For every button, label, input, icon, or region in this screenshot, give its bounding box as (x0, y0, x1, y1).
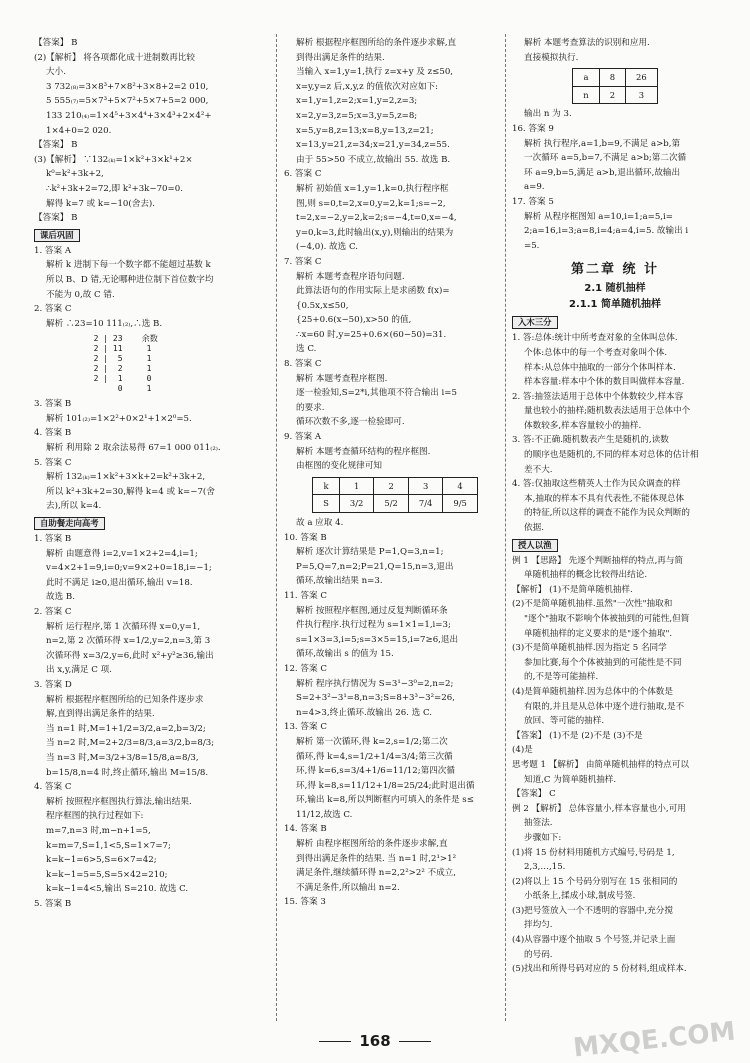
text-line: 解得 k=7 或 k=−10(舍去). (46, 198, 156, 209)
text-line: 9. 答案 A (284, 432, 322, 443)
table-cell: 7/4 (408, 495, 442, 513)
text-line: k=m=7,S=1,1<5,S=1×7=7; (46, 840, 171, 851)
text-line: n=2,第 2 次循环得 x=1/2,y=2,n=3,第 3 (46, 636, 211, 647)
text-line: 6. 答案 C (284, 169, 322, 180)
text-line: 体数较多,样本容量较小的抽样. (524, 420, 642, 431)
text-line: 【答案】 (1)不是 (2)不是 (3)不是 (512, 730, 643, 741)
text-line: 8. 答案 C (284, 359, 322, 370)
text-line: 的顺序也是随机的,不同的样本对总体的估计相 (524, 450, 699, 461)
text-line: 选 C. (296, 344, 317, 355)
text-line: 循环,故输出结果 n=3. (296, 576, 383, 587)
table-row (313, 495, 478, 513)
text-line: k=k−1=6>5,S=6×7=42; (46, 855, 157, 866)
text-line: 12. 答案 C (284, 663, 327, 674)
col1-review-answers (34, 244, 266, 332)
text-line: 步骤如下: (524, 832, 562, 843)
text-line: 3. 答案 D (34, 679, 72, 690)
text-line: 解,直到得出满足条件的结果. (46, 709, 155, 720)
text-line: 解析 本题考查程序语句问题. (296, 271, 405, 282)
text-line: (5)找出和所得号码对应的 5 份材料,组成样本. (512, 964, 687, 975)
table-cell: 9/5 (443, 495, 477, 513)
table-cell: 4 (443, 477, 477, 495)
text-line: 一次循环 a=5,b=7,不满足 a>b;第二次循 (524, 153, 687, 164)
subsection-title: 2.1.1 简单随机抽样 (569, 299, 661, 311)
text-line: 故选 B. (46, 592, 75, 603)
text-line: t=2,x=−2,y=2,k=2;s=−4,t=0,x=−4, (296, 213, 457, 224)
text-line: 13. 答案 C (284, 722, 327, 733)
chapter-title: 第二章 统 计 (570, 262, 660, 278)
text-line: 3. 答案 B (34, 399, 72, 410)
text-line: 2;a=16,i=3;a=8,i=4;a=4,i=5. 故输出 i (524, 226, 689, 237)
text-line: 当 n=3 时,M=3/2+3/8=15/8,a=8/3, (46, 752, 199, 763)
text-line: 当 n=2 时,M=2+2/3=8/3,a=3/2,b=8/3; (46, 738, 215, 749)
text-line: 单随机抽样的概念比较得出结论. (524, 570, 648, 581)
text-line: 3 732₍₈₎=3×8³+7×8²+3×8+2=2 010, (46, 81, 209, 92)
text-line: 的特征,所以这样的调查不能作为民众判断的 (524, 508, 691, 519)
text-line: 133 210₍₄₎=1×4⁵+3×4⁴+3×4³+2×4²+ (46, 110, 212, 121)
text-line: b=15/8,n=4 时,终止循环,输出 M=15/8. (46, 767, 209, 778)
text-line: k⁰=k²+3k+2, (46, 169, 104, 180)
text-line: 解析 利用除 2 取余法易得 67=1 000 011₍₂₎. (46, 443, 221, 454)
text-line: (2)不是简单随机抽样.虽然"一次性"抽取和 (512, 599, 673, 610)
text-line: 小纸条上,揉成小球,制成号签. (524, 891, 636, 902)
text-line: 件执行程序.执行过程为 s=1×1=1,i=3; (296, 620, 451, 631)
text-line: 的,不是等可能抽样. (524, 672, 599, 683)
text-line: 【答案】 B (34, 38, 78, 48)
text-line: 循环,得 k=4,s=1/2+1/4=3/4;第三次循 (296, 751, 453, 762)
text-line: 环 a=9,b=5,满足 a>b,退出循环,故输出 (524, 167, 681, 178)
text-line: 【答案】 C (512, 789, 556, 800)
text-line: 到得出满足条件的结果. (296, 52, 385, 63)
text-line: 本,抽取的样本不具有代表性,不能体现总体 (524, 493, 685, 504)
text-line: 解析 本题考查循环结构的程序框图. (296, 446, 431, 457)
text-line: x=2,y=3,z=5;x=3,y=5,z=8; (296, 110, 418, 121)
text-line: k=k−1=5=5,S=5×42=210; (46, 869, 168, 880)
text-line: m=7,n=3 时,m−n+1=5, (46, 825, 151, 836)
text-line: 解析 运行程序,第 1 次循环得 x=0,y=1, (46, 621, 201, 632)
section-badge-review: 课后巩固 (34, 229, 80, 242)
text-line: 4. 答案 C (34, 782, 72, 793)
text-line: 此时不满足 i≥0,退出循环,输出 v=18. (46, 577, 193, 588)
text-line: 的要求. (296, 402, 325, 413)
column-middle (284, 36, 506, 910)
text-line: 解析 由题意得 i=2,v=1×2+2=4,i=1; (46, 548, 198, 559)
text-line: (4)是 (512, 745, 533, 756)
text-line: 参加比赛,每个个体被抽到的可能性是不同 (524, 657, 682, 668)
text-line: 个体:总体中的每一个考查对象叫个体. (524, 347, 668, 358)
text-line: (3)把号签放入一个不透明的容器中,充分搅 (512, 905, 673, 916)
text-line: 样本:从总体中抽取的一部分个体叫样本. (524, 362, 676, 373)
text-line: x=13,y=21,z=34;x=21,y=34,z=55. (296, 140, 450, 151)
text-line: 环,得 k=6,s=3/4+1/6=11/12;第四次循 (296, 766, 455, 777)
text-line: n=4>3,终止循环.故输出 26. 选 C. (296, 707, 432, 718)
text-line: 2. 答案 C (34, 607, 72, 617)
text-line: 3. 答:不正确.随机数表产生是随机的,读数 (512, 435, 669, 446)
text-line: a=9. (524, 182, 545, 193)
text-line: 解析 ∴23=10 111₍₂₎,∴选 B. (46, 318, 163, 329)
text-line: 循环,故输出 s 的值为 15. (296, 649, 394, 660)
col2-answers-bottom (284, 516, 506, 910)
col2-answers-top (284, 36, 506, 474)
text-line: 放回、等可能的抽样. (524, 716, 605, 727)
text-line: 当输入 x=1,y=1,执行 z=x+y 及 z≤50, (296, 67, 454, 78)
text-line: y=0,k=3,此时输出(x,y),则输出的结果为 (296, 227, 454, 238)
col1-answers-top (34, 36, 266, 226)
text-line: 15. 答案 3 (284, 897, 326, 908)
text-line: 1×4+0=2 020. (46, 125, 112, 136)
text-line: 【答案】 B (34, 140, 78, 151)
section-badge-yu: 授人以渔 (512, 539, 558, 552)
text-line: 1. 答:总体:统计中所考查对象的全体叫总体. (512, 333, 678, 344)
text-line: 例 2 【解析】 总体容量小,样本容量也小,可用 (512, 803, 686, 814)
column-left (34, 36, 266, 911)
text-line: v=4×2+1=9,i=0;v=9×2+0=18,i=−1; (46, 563, 212, 574)
text-line: 知道,C 为简单随机抽样. (524, 774, 617, 785)
text-line: ∴x=60 时,y=25+0.6×(60−50)=31. (296, 329, 447, 340)
text-line: 7. 答案 C (284, 256, 322, 267)
text-line: 次循环得 x=3/2,y=6,此时 x²+y²≥36,输出 (46, 650, 214, 661)
column-right (512, 36, 718, 977)
a-n-table (572, 68, 657, 104)
text-line: 逐一检验知,S=2*i,其他项不符合输出 i=5 (296, 388, 457, 399)
text-line: 图,则 s=0,t=2,x=0,y=2,k=1;s=−2, (296, 198, 446, 209)
text-line: 拌均匀. (524, 920, 553, 931)
text-line: 由于 55>50 不成立,故输出 55. 故选 B. (296, 154, 451, 165)
text-line: 循环次数不多,逐一检验即可. (296, 417, 405, 428)
table-cell: 8 (599, 69, 625, 87)
col3-examples (512, 554, 718, 977)
text-line: 环,得 k=8,s=11/12+1/8=25/24;此时退出循 (296, 780, 475, 791)
text-line: 解析 101₍₂₎=1×2²+0×2¹+1×2⁰=5. (46, 413, 192, 424)
text-line: {0.5x,x≤50, (296, 300, 349, 311)
text-line: 大小. (46, 67, 66, 78)
table-cell: 3/2 (339, 495, 373, 513)
text-line: 故 a 应取 4. (296, 518, 344, 528)
text-line: 依据. (524, 523, 544, 534)
text-line: S=2+3²−3¹=8,n=3;S=8+3³−3²=26, (296, 693, 455, 704)
text-line: 解析 执行程序,a=1,b=9,不满足 a>b,第 (524, 138, 681, 149)
text-line: P=5,Q=7,n=2;P=21,Q=15,n=3,退出 (296, 561, 454, 572)
text-line: 5 555₍₇₎=5×7³+5×7²+5×7+5=2 000, (46, 96, 209, 107)
table-cell: a (573, 69, 599, 87)
text-line: x=5,y=8,z=13;x=8,y=13,z=21; (296, 125, 434, 136)
text-line: 解析 第一次循环,得 k=2,s=1/2;第二次 (296, 736, 448, 747)
text-line: s=1×3=3,i=5;s=3×5=15,i=7≥6,退出 (296, 634, 459, 645)
table-cell: S (313, 495, 340, 513)
text-line: 此算法语句的作用实际上是求函数 f(x)= (296, 286, 450, 297)
column-divider-1 (276, 34, 277, 1021)
text-line: 差不大. (524, 464, 553, 475)
table-cell: 5/2 (374, 495, 408, 513)
text-line: 到得出满足条件的结果. 当 n=1 时,2¹>1² (296, 853, 457, 864)
text-line: "逐个"抽取不影响个体被抽到的可能性,但简 (524, 614, 690, 624)
text-line: 1. 答案 A (34, 245, 72, 256)
text-line: 解析 由程序框图所给的条件逐步求解,直 (296, 839, 448, 850)
text-line: (4)从容器中逐个抽取 5 个号签,并记录上面 (512, 935, 676, 946)
text-line: 17. 答案 5 (512, 196, 554, 207)
text-line: 当 n=1 时,M=1+1/2=3/2,a=2,b=3/2; (46, 723, 206, 734)
text-line: (4)是简单随机抽样.因为总体中的个体数是 (512, 686, 673, 697)
text-line: 2. 答:抽签法适用于总体中个体数较少,样本容 (512, 391, 684, 402)
table-cell: 3 (408, 477, 442, 495)
table-cell: k (313, 477, 340, 495)
table-cell: 1 (339, 477, 373, 495)
text-line: 出 x,y,满足 C 项. (46, 665, 112, 676)
k-s-table (312, 477, 478, 513)
col3-answers-top (512, 36, 718, 65)
text-line: 【解析】 (1)不是简单随机抽样. (512, 584, 633, 595)
text-line: 输出 n 为 3. (524, 109, 572, 120)
text-line: 单随机抽样的定义要求的是"逐个抽取". (524, 628, 673, 639)
text-line: 满足条件,继续循环得 n=2,2²>2² 不成立, (296, 868, 457, 879)
text-line: (2)【解析】 将各项都化成十进制数再比较 (34, 52, 195, 63)
text-line: 所以 k²+3k+2=30,解得 k=4 或 k=−7(舍 (46, 486, 215, 497)
text-line: 所以 B、D 错,无论哪种进位制下首位数字均 (46, 274, 214, 285)
text-line: ∴k²+3k+2=72,即 k²+3k−70=0. (46, 183, 183, 194)
text-line: 解析 初始值 x=1,y=1,k=0,执行程序框 (296, 183, 449, 194)
section-badge-gaokao: 自助餐走向高考 (34, 517, 105, 530)
text-line: 解析 132₍ₖ₎=1×k²+3×k+2=k²+3k+2, (46, 472, 206, 483)
text-line: 例 1 【思路】 先逐个判断抽样的特点,再与简 (512, 555, 684, 566)
text-line: 解析 从程序框图知 a=10,i=1;a=5,i= (524, 211, 673, 222)
page-number: 168 (0, 1032, 750, 1050)
text-line: 16. 答案 9 (512, 123, 554, 134)
text-line: 10. 答案 B (284, 532, 327, 543)
text-line: 解析 本题考查算法的识别和应用. (524, 38, 650, 48)
col1-review-answers-2 (34, 397, 266, 514)
table-cell: 2 (599, 86, 625, 104)
text-line: 思考题 1 【解析】 由简单随机抽样的特点可以 (512, 759, 689, 770)
text-line: 不能为 0,故 C 错. (46, 289, 115, 300)
col3-concept-answers (512, 331, 718, 535)
col3-answers-mid (512, 107, 718, 253)
text-line: 11. 答案 C (284, 590, 327, 601)
text-line: 解析 按照程序框图执行算法,输出结果. (46, 796, 192, 807)
text-line: 2,3,…,15. (524, 862, 566, 873)
text-line: 解析 k 进制下每一个数字都不能超过基数 k (46, 260, 211, 271)
section-title: 2.1 随机抽样 (584, 283, 646, 295)
table-cell: 26 (626, 69, 658, 87)
text-line: 11/12,故选 C. (296, 809, 353, 820)
text-line: 样本容量:样本中个体的数目叫做样本容量. (524, 377, 685, 388)
table-cell: 3 (626, 86, 658, 104)
text-line: 不满足条件,所以输出 n=2. (296, 882, 400, 893)
long-division-diagram: 2 | 23 余数 2 | 11 1 2 | 5 1 2 | 2 1 2 | 1 0 0 1 (93, 334, 158, 394)
text-line: 解析 根据程序框图所给的条件逐步求解,直 (296, 38, 457, 48)
table-row (313, 477, 478, 495)
text-line: 去),所以 k=4. (46, 501, 102, 512)
section-badge-rumu: 入木三分 (512, 316, 558, 329)
text-line: 解析 按照程序框图,通过反复判断循环条 (296, 605, 448, 616)
text-line: 解析 程序执行情况为 S=3¹−3⁰=2,n=2; (296, 678, 454, 689)
text-line: 14. 答案 B (284, 824, 327, 835)
table-cell: n (573, 86, 599, 104)
table-row (573, 69, 657, 87)
text-line: 2. 答案 C (34, 304, 72, 315)
text-line: 解析 逐次计算结果是 P=1,Q=3,n=1; (296, 547, 444, 558)
text-line: (1)将 15 份材料用随机方式编号,号码是 1, (512, 847, 675, 858)
text-line: {25+0.6(x−50),x>50 的值, (296, 315, 412, 326)
text-line: 【答案】 B (34, 213, 78, 224)
text-line: 4. 答:仅抽取这些精英人士作为民众调查的样 (512, 479, 681, 490)
text-line: 解析 根据程序框图所给的已知条件逐步求 (46, 694, 204, 705)
text-line: 有限的,并且是从总体中逐个进行抽取,是不 (524, 701, 685, 712)
text-line: =5. (524, 240, 540, 251)
text-line: 由框图的变化规律可知 (296, 461, 382, 472)
text-line: (−4,0). 故选 C. (296, 242, 358, 253)
text-line: k=k−1=4<5,输出 S=210. 故选 C. (46, 884, 189, 895)
text-line: 5. 答案 B (34, 898, 72, 909)
text-line: 解析 本题考查程序框图. (296, 373, 388, 384)
text-line: 1. 答案 B (34, 534, 72, 545)
text-line: 程序框图的执行过程如下: (46, 811, 144, 822)
text-line: 环,输出 k=8,所以判断框内可填入的条件是 s≤ (296, 795, 474, 806)
table-row (573, 86, 657, 104)
col1-gaokao-answers (34, 532, 266, 911)
text-line: x=1,y=1,z=2;x=1,y=2,z=3; (296, 96, 418, 107)
text-line: 直接模拟执行. (524, 52, 579, 63)
text-line: 量也较小的抽样;随机数表法适用于总体中个 (524, 406, 691, 417)
table-cell: 2 (374, 477, 408, 495)
text-line: 的号码. (524, 949, 553, 960)
text-line: (3)不是简单随机抽样.因为指定 5 名同学 (512, 643, 667, 654)
text-line: (3)【解析】 ∵132₍ₖ₎=1×k²+3×k¹+2× (34, 154, 193, 165)
text-line: x=y,y=z 后,x,y,z 的值依次对应如下: (296, 81, 439, 92)
text-line: (2)将以上 15 个号码分别写在 15 张相同的 (512, 876, 678, 887)
text-line: 4. 答案 B (34, 428, 72, 439)
text-line: 5. 答案 C (34, 457, 72, 468)
watermark-logo: MXQE.COM (572, 1016, 738, 1063)
text-line: 抽签法. (524, 818, 553, 829)
